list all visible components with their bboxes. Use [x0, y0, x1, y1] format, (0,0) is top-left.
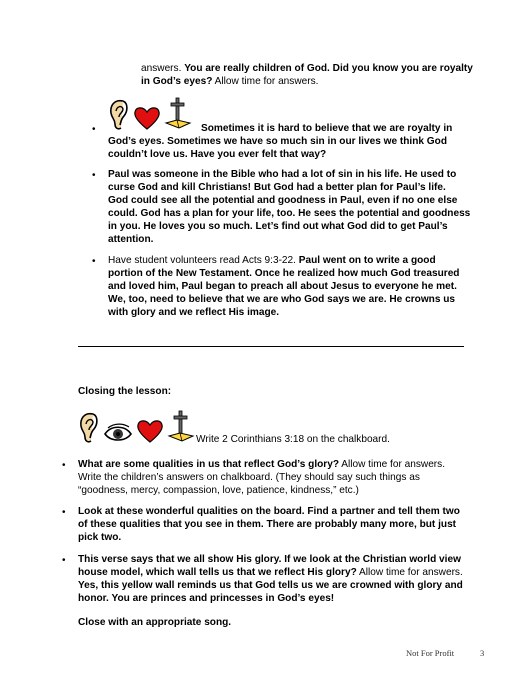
closing-bullet-2-line: pick two.	[78, 532, 122, 543]
cross-bible-icon	[164, 97, 192, 131]
heart-icon	[133, 105, 161, 131]
bullet-marker: •	[92, 256, 96, 267]
footer-label: Not For Profit	[406, 648, 455, 658]
closing-heading: Closing the lesson:	[78, 386, 172, 397]
bullet-3-line-1: Have student volunteers read Acts 9:3-22. Paul went on to write a good	[108, 255, 436, 266]
bullet-2-line: Paul was someone in the Bible who had a lot of sin in his life. He used to	[108, 169, 457, 180]
closing-bullet-1-line: “goodness, mercy, compassion, love, patience, kindness,” etc.)	[78, 485, 359, 496]
section-divider	[78, 346, 464, 347]
closing-bullet-2-line: Look at these wonderful qualities on the board. Find a partner and tell them two	[78, 506, 460, 517]
closing-bullet-3-line-1: This verse says that we all show His glory. If we look at the Christian world view	[78, 554, 461, 565]
bullet-1-line-2: God’s eyes. Sometimes we have so much sin in our lives we think God	[108, 136, 447, 147]
continuation-line-2: in God’s eyes? Allow time for answers.	[141, 76, 319, 87]
ear-icon	[108, 97, 130, 131]
bullet-marker: •	[62, 555, 66, 566]
cross-bible-icon	[167, 410, 195, 444]
bullet-2-line: God could see all the potential and goodness in Paul, even if no one else	[108, 195, 458, 206]
continuation-line-1: answers. You are really children of God. Did you know you are royalty	[141, 63, 473, 74]
bullet-3-line: We, too, need to believe that we are who God says we are. He crowns us	[108, 294, 456, 305]
closing-bullet-1-line-1: What are some qualities in us that reflect God’s glory? Allow time for answers.	[78, 459, 446, 470]
ear-icon	[78, 410, 100, 444]
page-number: 3	[480, 648, 485, 658]
closing-bullet-2-line: of these qualities that you see in them. There are probably many more, but just	[78, 519, 457, 530]
bullet-2-line: attention.	[108, 234, 154, 245]
bullet-marker: •	[92, 124, 96, 135]
eye-icon	[103, 422, 133, 444]
bullet-3-line: with glory and we reflect His image.	[108, 307, 280, 318]
bullet-marker: •	[92, 170, 96, 181]
closing-bullet-3-line: Yes, this yellow wall reminds us that God tells us we are crowned with glory and	[78, 580, 463, 591]
bullet-1-line-3: couldn’t love us. Have you ever felt that way?	[108, 149, 327, 160]
closing-bullet-3-line: honor. You are princes and princesses in God’s eyes!	[78, 593, 335, 604]
bullet-3-line: portion of the New Testament. Once he realized how much God treasured	[108, 268, 460, 279]
bullet-marker: •	[62, 460, 66, 471]
bullet-2-line: in you. He loves you so much. Let’s find out what God did to get Paul’s	[108, 221, 448, 232]
closing-icons-row	[78, 410, 195, 444]
bullet-1-line-1: Sometimes it is hard to believe that we are royalty in	[201, 123, 453, 134]
closing-bullet-1-line: Write the children’s answers on chalkboard. (They should say such things as	[78, 472, 420, 483]
bullet-2-line: could. God has a plan for your life, too. He sees the potential and goodness	[108, 208, 471, 219]
activity-icons-row	[108, 97, 192, 131]
closing-song-line: Close with an appropriate song.	[78, 617, 232, 628]
bullet-marker: •	[62, 507, 66, 518]
closing-bullet-3-line-2: house model, which wall tells us that we reflect His glory? Allow time for answers.	[78, 567, 463, 578]
closing-instruction: Write 2 Corinthians 3:18 on the chalkboard.	[196, 434, 390, 445]
bullet-2-line: curse God and kill Christians! But God had a better plan for Paul’s life.	[108, 182, 446, 193]
bullet-3-line: and loved him, Paul began to preach all about Jesus to everyone he met.	[108, 281, 457, 292]
heart-icon	[136, 418, 164, 444]
